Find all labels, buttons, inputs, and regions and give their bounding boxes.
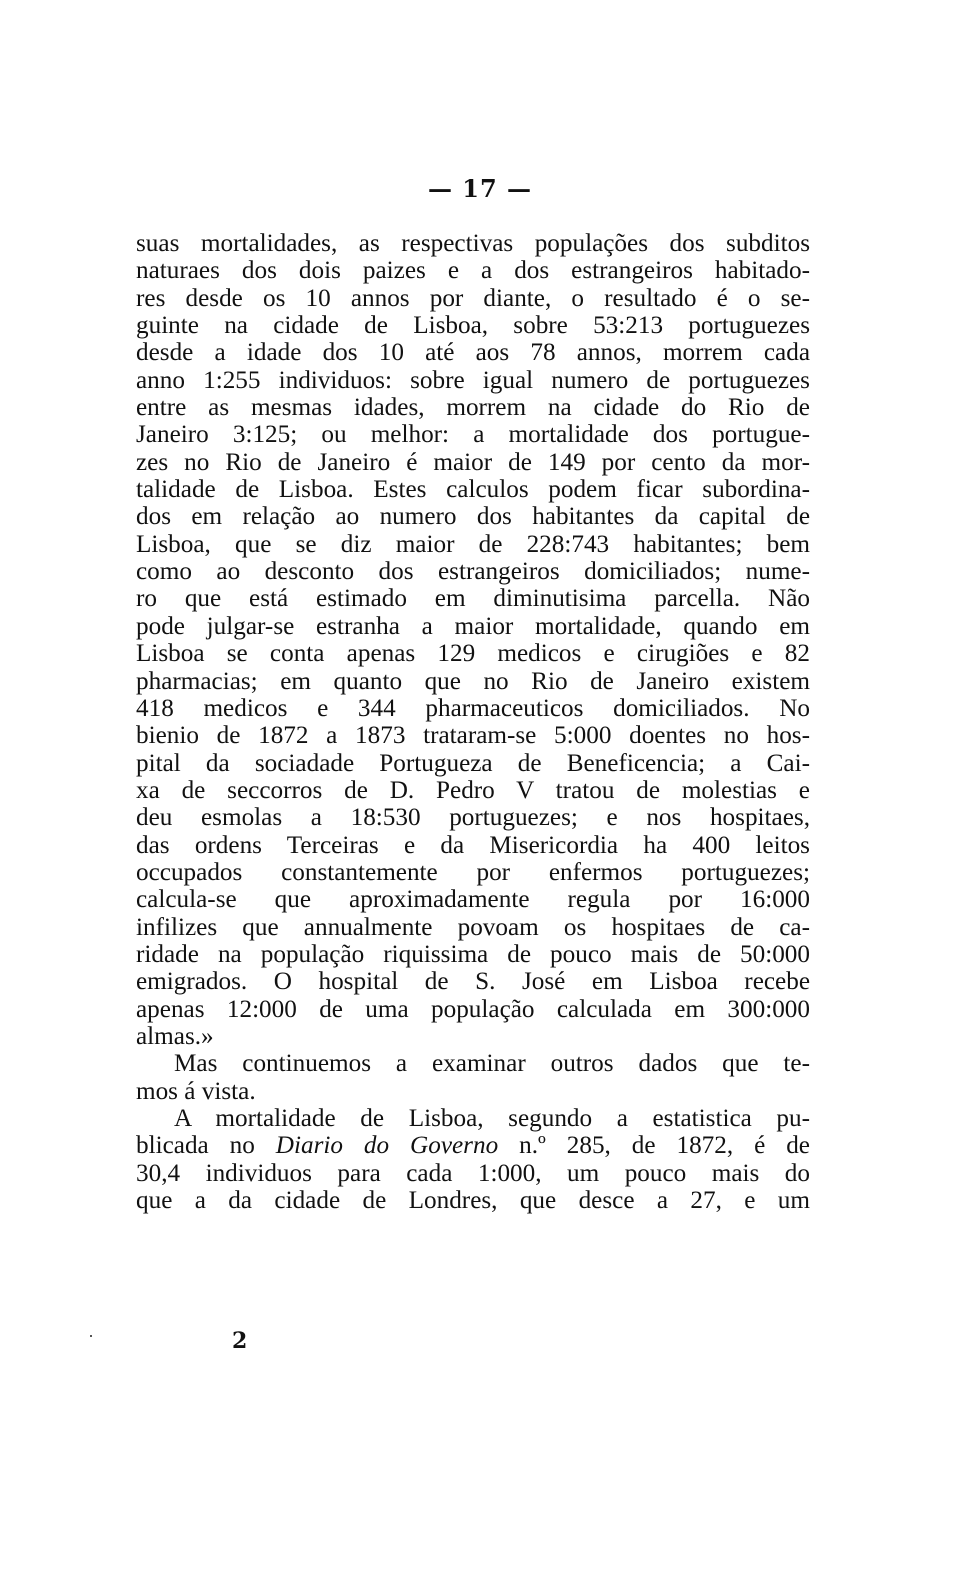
text-line [136, 1132, 810, 1159]
text-line: ro que está estimado em diminutisima parcella. Não [136, 585, 810, 613]
text-segment: blicada no [136, 1132, 276, 1160]
text-line: res desde os 10 annos por diante, o resultado é o se- [136, 284, 810, 312]
text-line: como ao desconto dos estrangeiros domiciliados; nume- [136, 558, 810, 586]
text-line: occupados constantemente por enfermos portuguezes; [136, 858, 810, 886]
text-line: deu esmolas a 18:530 portuguezes; e nos hospitaes, [136, 804, 810, 832]
text-line: Lisboa, que se diz maior de 228:743 habitantes; bem [136, 530, 810, 558]
text-line: xa de seccorros de D. Pedro V tratou de molestias e [136, 776, 810, 804]
text-line: almas.» [136, 1022, 214, 1050]
text-line: pharmacias; em quanto que no Rio de Janeiro existem [136, 667, 810, 695]
text-line: calcula-se que aproximadamente regula por 16:000 [136, 886, 810, 914]
text-line: 418 medicos e 344 pharmaceuticos domiciliados. No [136, 694, 810, 722]
text-line: guinte na cidade de Lisboa, sobre 53:213 portuguezes [136, 312, 810, 340]
text-line: suas mortalidades, as respectivas populações dos subditos [136, 230, 810, 257]
signature-mark: 2 [232, 1328, 248, 1354]
publication-title: Diario do Governo [275, 1132, 499, 1160]
text-line: pital da sociadade Portugueza de Beneficencia; a Cai- [136, 749, 810, 777]
text-line: desde a idade dos 10 até aos 78 annos, morrem cada [136, 339, 810, 367]
text-line: infilizes que annualmente povoam os hospitaes de ca- [136, 913, 810, 941]
text-line: talidade de Lisboa. Estes calculos podem ficar subordina- [136, 476, 810, 504]
page-number: — 17 — [427, 174, 533, 203]
text-line: ridade na população riquissima de pouco mais de 50:000 [136, 940, 810, 968]
text-line: entre as mesmas idades, morrem na cidade do Rio de [136, 394, 810, 422]
paragraph-start-line: Mas continuemos a examinar outros dados que te- [174, 1050, 810, 1078]
text-line: mos á vista. [136, 1077, 256, 1105]
body-text [136, 230, 810, 1214]
text-line: Janeiro 3:125; ou melhor: a mortalidade dos portugue- [136, 421, 810, 449]
text-segment: n.º 285, de 1872, é de [498, 1132, 810, 1160]
text-line: das ordens Terceiras e da Misericordia ha 400 leitos [136, 831, 810, 859]
text-line: zes no Rio de Janeiro é maior de 149 por cento da mor- [136, 448, 810, 476]
paragraph-start-line: A mortalidade de Lisboa, segundo a estatistica pu- [174, 1105, 810, 1132]
text-line: dos em relação ao numero dos habitantes da capital de [136, 503, 810, 531]
stray-mark [90, 1335, 92, 1337]
text-line: naturaes dos dois paizes e a dos estrangeiros habitado- [136, 257, 810, 285]
text-line: 30,4 individuos para cada 1:000, um pouco mais do [136, 1159, 810, 1187]
text-line: pode julgar-se estranha a maior mortalidade, quando em [136, 612, 810, 640]
text-line: emigrados. O hospital de S. José em Lisboa recebe [136, 968, 810, 996]
text-line: apenas 12:000 de uma população calculada em 300:000 [136, 995, 810, 1023]
text-line: bienio de 1872 a 1873 trataram-se 5:000 doentes no hos- [136, 722, 810, 750]
text-line: Lisboa se conta apenas 129 medicos e cirugiões e 82 [136, 640, 810, 668]
text-line: que a da cidade de Londres, que desce a 27, e um [136, 1187, 810, 1215]
text-line: anno 1:255 individuos: sobre igual numero de portuguezes [136, 366, 810, 394]
